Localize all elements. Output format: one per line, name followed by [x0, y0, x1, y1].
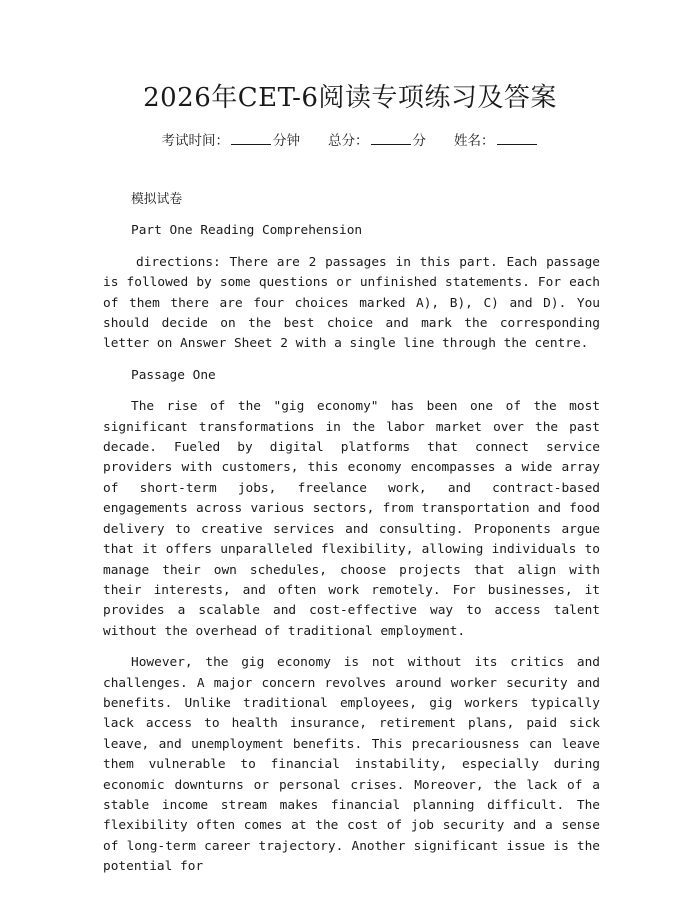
document-body: [103, 190, 600, 889]
exam-time-blank: [231, 130, 271, 145]
exam-time-label: 考试时间：: [161, 133, 229, 149]
passage-heading: Passage One: [131, 367, 216, 383]
passage-paragraph-2: However, the gig economy is not without its critics and challenges. A major concern revolves around worker security and benefits. Unlike traditional employees, gig workers typically lack access to health insurance, retirement plans, paid sick leave, and unemployment benefits. This precariousness can leave them vulnerable to financial instability, especially during economic downturns or personal crises. Moreover, the lack of a stable income stream makes financial planning difficult. The flexibility often comes at the cost of job security and a sense of long-term career trajectory. Another significant issue is the potential for: [103, 655, 600, 875]
part-heading: Part One Reading Comprehension: [131, 223, 363, 239]
total-score-blank: [371, 130, 411, 145]
section-label: 模拟试卷: [131, 192, 183, 207]
total-score-unit: 分: [412, 133, 426, 149]
total-score-label: 总分：: [328, 133, 369, 149]
name-blank: [497, 130, 537, 145]
exam-info-line: [0, 130, 700, 152]
directions-paragraph: directions: There are 2 passages in this part. Each passage is followed by some questions or unfinished statements. For each of them there are four choices marked A), B), C) and D). You should decide on the best choice and mark the corresponding letter on Answer Sheet 2 with a single line through the centre.: [103, 254, 600, 352]
name-label: 姓名：: [454, 133, 495, 149]
exam-time-unit: 分钟: [273, 133, 300, 149]
passage-paragraph-1: The rise of the "gig economy" has been one of the most significant transformations in the labor market over the past decade. Fueled by digital platforms that connect service providers with customers, this economy encompasses a wide array of short-term jobs, freelance work, and contract-based engagements across various sectors, from transportation and food delivery to creative services and consulting. Proponents argue that it offers unparalleled flexibility, allowing individuals to manage their own schedules, choose projects that align with their interests, and often work remotely. For businesses, it provides a scalable and cost-effective way to access talent without the overhead of traditional employment.: [103, 399, 600, 639]
document-title: 2026年CET-6阅读专项练习及答案: [143, 83, 557, 113]
